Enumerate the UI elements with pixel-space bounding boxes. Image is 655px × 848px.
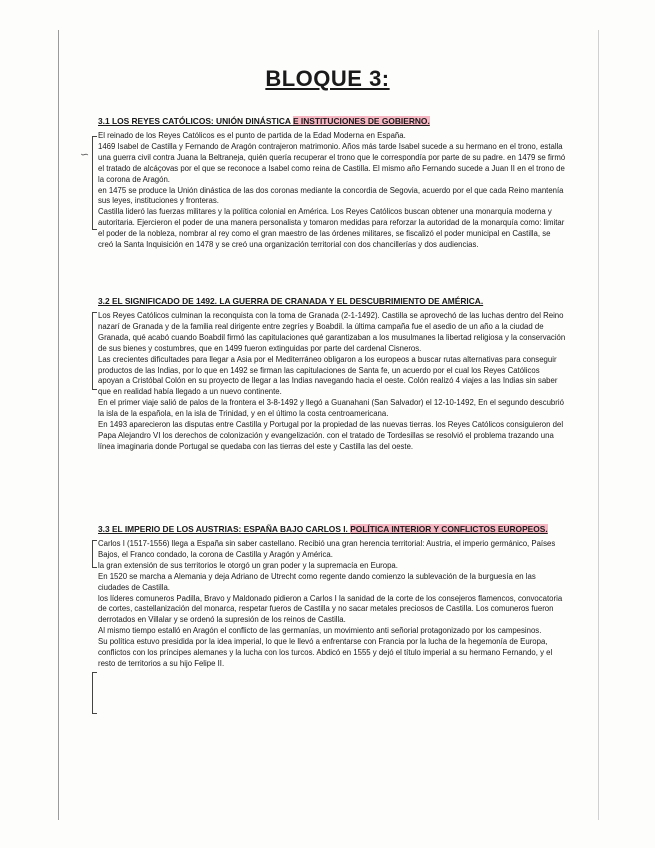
heading-text: 3.1 LOS REYES CATÓLICOS: UNIÓN DINÁSTICA	[98, 116, 293, 126]
paragraph: 1469 Isabel de Castilla y Fernando de Aragón contrajeron matrimonio. Años más tarde Isabel sucede a su hermano en el trono, estalla una guerra civil contra Juana la Beltraneja, quién quería recuperar el trono que le correspondía por parte de su padre. en 1479 se firmó el tratado de alcáçovas por el que se reconoce a Isabel como reina de Castilla. El mismo año Fernando sucede a Juan II en el trono de la corona de Aragón.	[98, 141, 566, 184]
paragraph: los líderes comuneros Padilla, Bravo y Maldonado pidieron a Carlos I la sanidad de la corte de los consejeros flamencos, convocatoria de cortes, castellanización del monarca, respetar fueros de Castilla y no sacar metales preciosos de Castilla. Los comuneros fueron derrotados en Villalar y se ordenó la supresión de los reinos de Castilla.	[98, 593, 563, 625]
paragraph: En el primer viaje salió de palos de la frontera el 3-8-1492 y llegó a Guanahani (San Salvador) el 12-10-1492, En el segundo descubrió la isla de la española, en la isla de Trinidad, y en el último la costa centroamericana.	[98, 398, 564, 419]
paragraph: En 1520 se marcha a Alemania y deja Adriano de Utrecht como regente dando comienzo la sublevación de la burguesía en las ciudades de Castilla.	[98, 571, 536, 592]
margin-bracket-mark	[92, 540, 97, 568]
heading-highlight: E INSTITUCIONES DE GOBIERNO.	[292, 116, 430, 126]
paragraph: en 1475 se produce la Unión dinástica de las dos coronas mediante la concordia de Segovia, acuerdo por el que cada Reino mantenía sus leyes, instituciones y fronteras.	[98, 185, 564, 206]
section-3-1	[98, 116, 566, 251]
section-heading	[98, 524, 566, 535]
page-edge-right	[598, 30, 599, 820]
paragraph: Los Reyes Católicos culminan la reconquista con la toma de Granada (2-1-1492). Castilla se aprovechó de las luchas dentro del Reino nazarí de Granada y de la familia real dirigente entre zegríes y Boabdil. la última campaña fue el asedio de un año a la ciudad de Granada, qué acabó cuando Boabdil firmó las capitulaciones qué garantizaban a los musulmanes la libertad religiosa y la conservación de sus bienes y costumbres, que en 1499 fueron extinguidas por parte del cardenal Cisneros.	[98, 311, 566, 353]
section-heading	[98, 296, 566, 307]
paragraph: Al mismo tiempo estalló en Aragón el conflicto de las germanías, un movimiento anti señorial protagonizado por los campesinos.	[98, 626, 542, 636]
heading-text: 3.2 EL SIGNIFICADO DE 1492. LA GUERRA DE CRANADA Y EL DESCUBRIMIENTO DE AMÉRICA.	[98, 296, 484, 306]
paragraph: Castilla lideró las fuerzas militares y la política colonial en América. Los Reyes Católicos buscan obtener una monarquía moderna y autoritaria. Ejercieron el poder de una manera personalista y tomaron medidas para reforzar la autoridad de la monarquía como: limitar el poder de la nobleza, nombrar al rey como el gran maestro de las órdenes militares, se fiscalizó el poder municipal en Castilla, se creó la Santa Inquisición en 1478 y se creó una organización territorial con dos chancillerías y dos audiencias.	[98, 207, 565, 250]
paragraph: Carlos I (1517-1556) llega a España sin saber castellano. Recibió una gran herencia territorial: Austria, el imperio germánico, Países Bajos, el Franco condado, la corona de Castilla y Aragón y América.	[98, 539, 556, 559]
page-edge-left	[58, 30, 59, 820]
margin-swirl-mark: ∽	[80, 148, 90, 161]
heading-text: 3.3 EL IMPERIO DE LOS AUSTRIAS: ESPAÑA BAJO CARLOS I.	[98, 524, 351, 534]
section-heading	[98, 116, 566, 127]
document-title: BLOQUE 3:	[265, 66, 390, 91]
margin-bracket-mark	[92, 136, 97, 230]
heading-highlight: POLÍTICA INTERIOR Y CONFLICTOS EUROPEOS.	[350, 524, 548, 534]
section-3-2	[98, 296, 566, 453]
paragraph: El reinado de los Reyes Católicos es el punto de partida de la Edad Moderna en España.	[98, 131, 406, 140]
margin-bracket-mark	[92, 672, 97, 714]
paragraph: En 1493 aparecieron las disputas entre Castilla y Portugal por la propiedad de las nuevas tierras. los Reyes Católicos consiguieron del Papa Alejandro VI los derechos de colonización y evangelización. con el tratado de Tordesillas se resolvió el problema trazando una línea imaginaria donde Portugal se quedaba con las tierras del este y Castilla las del oeste.	[98, 420, 564, 451]
section-3-3	[98, 524, 566, 670]
paragraph: Su política estuvo presidida por la idea imperial, lo que le llevó a enfrentarse con Francia por la lucha de la hegemonía de Europa, conflictos con los príncipes alemanes y la lucha con los turcos. Abdicó en 1555 y dejó el título imperial a su hermano Fernando, y el resto de territorios a su hijo Felipe II.	[98, 637, 553, 668]
paragraph: Las crecientes dificultades para llegar a Asia por el Mediterráneo obligaron a los europeos a buscar rutas alternativas para conseguir productos de las Indias, por lo que en 1492 se firman las capitulaciones de Santa fe, un acuerdo por el cual los Reyes Católicos apoyan a Cristóbal Colón en su proyecto de llegar a las Indias navegando hacia el oeste. Colón realizó 4 viajes a las Indias sin saber que en realidad había llegado a un nuevo continente.	[98, 354, 558, 397]
paragraph: la gran extensión de sus territorios le otorgó un gran poder y la supremacía en Europa.	[98, 560, 398, 570]
margin-bracket-mark	[92, 312, 97, 390]
